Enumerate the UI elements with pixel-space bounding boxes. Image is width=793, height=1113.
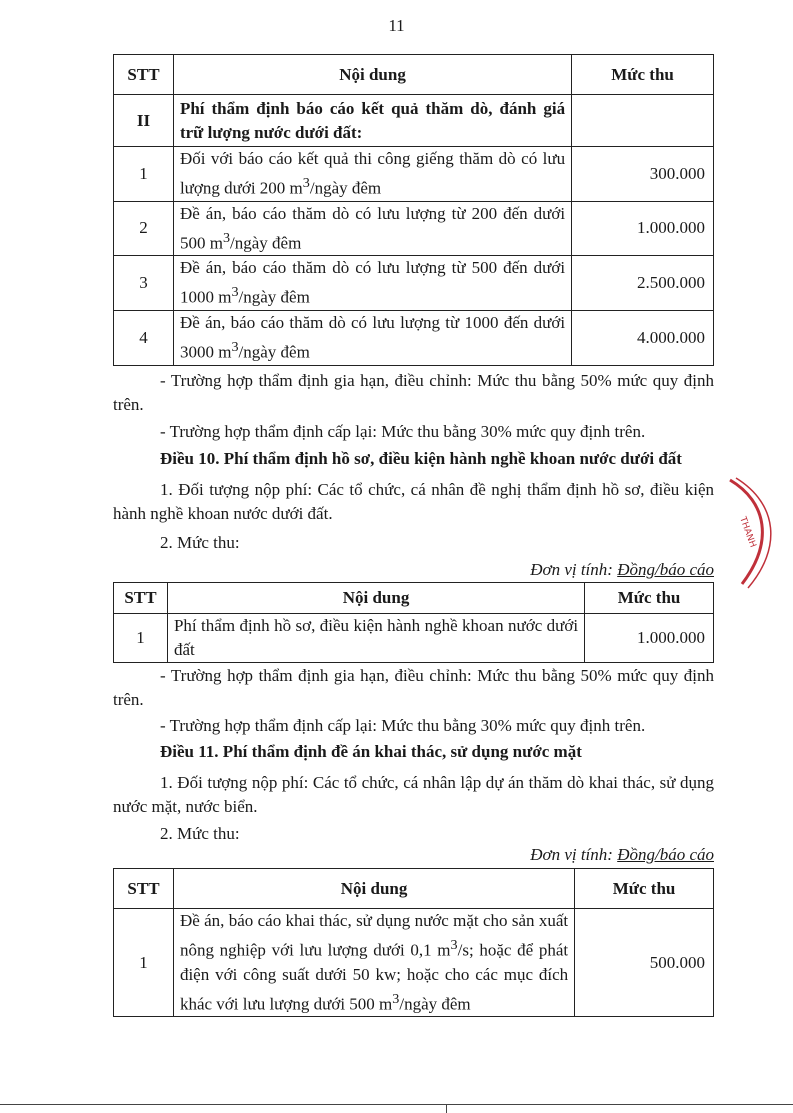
table-header-row xyxy=(114,55,714,95)
note-reissue-1: - Trường hợp thẩm định cấp lại: Mức thu bằng 30% mức quy định trên. xyxy=(160,422,646,441)
section-fee-empty xyxy=(572,95,714,147)
fee-table-2 xyxy=(113,582,714,663)
fee-table-1 xyxy=(113,54,714,366)
row-content: Đề án, báo cáo thăm dò có lưu lượng từ 200 đến dưới 500 $m^3$/ngày đêm xyxy=(173,201,571,256)
table-header-row xyxy=(114,869,714,909)
section-stt: II xyxy=(114,95,174,147)
row-content: Đối với báo cáo kết quả thi công giếng thăm dò có lưu lượng dưới 200 $m^3$/ngày đêm xyxy=(173,147,571,202)
row-fee: 500.000 xyxy=(575,909,714,1017)
fee-table-3 xyxy=(113,868,714,1017)
table-row xyxy=(114,256,714,311)
row-fee: 1.000.000 xyxy=(585,614,714,663)
article-11-fee-level: 2. Mức thu: xyxy=(160,824,240,843)
header-fee: Mức thu xyxy=(572,55,714,95)
row-stt: 4 xyxy=(114,310,174,365)
row-stt: 1 xyxy=(114,909,174,1017)
table-row xyxy=(114,614,714,663)
table-row xyxy=(114,310,714,365)
stamp-seal-icon xyxy=(722,472,782,592)
row-content: Đề án, báo cáo thăm dò có lưu lượng từ 1000 đến dưới 3000 $m^3$/ngày đêm xyxy=(173,310,571,365)
article-10-payers: 1. Đối tượng nộp phí: Các tổ chức, cá nhân đề nghị thẩm định hồ sơ, điều kiện hành nghề khoan nước dưới đất. xyxy=(113,480,714,523)
header-fee: Mức thu xyxy=(585,583,714,614)
row-stt: 3 xyxy=(114,256,174,311)
article-10-fee-level: 2. Mức thu: xyxy=(160,533,240,552)
header-stt: STT xyxy=(114,55,174,95)
note-extension-1: - Trường hợp thẩm định gia hạn, điều chỉnh: Mức thu bằng 50% mức quy định trên. xyxy=(113,371,714,414)
header-stt: STT xyxy=(114,869,174,909)
header-content: Nội dung xyxy=(173,55,571,95)
row-stt: 1 xyxy=(114,614,168,663)
note-extension-2: - Trường hợp thẩm định gia hạn, điều chỉnh: Mức thu bằng 50% mức quy định trên. xyxy=(113,666,714,709)
row-fee: 300.000 xyxy=(572,147,714,202)
article-11-unit: Đơn vị tính: Đồng/báo cáo xyxy=(530,845,714,864)
bottom-rule-tick xyxy=(446,1104,447,1113)
note-reissue-2: - Trường hợp thẩm định cấp lại: Mức thu bằng 30% mức quy định trên. xyxy=(160,716,646,735)
row-fee: 4.000.000 xyxy=(572,310,714,365)
section-title: Phí thẩm định báo cáo kết quả thăm dò, đánh giá trữ lượng nước dưới đất: xyxy=(173,95,571,147)
article-10-unit: Đơn vị tính: Đồng/báo cáo xyxy=(530,560,714,579)
article-10-title: Điều 10. Phí thẩm định hồ sơ, điều kiện hành nghề khoan nước dưới đất xyxy=(160,449,682,468)
row-fee: 1.000.000 xyxy=(572,201,714,256)
table-header-row xyxy=(114,583,714,614)
row-stt: 1 xyxy=(114,147,174,202)
page-number: 11 xyxy=(388,16,405,35)
row-content: Đề án, báo cáo khai thác, sử dụng nước mặt cho sản xuất nông nghiệp với lưu lượng dưới 0,1 $m^3/s$; hoặc để phát điện với công suất dưới 50 kw; hoặc cho các mục đích khác với lưu lượng dưới 500 $m^3$/ngày đêm xyxy=(173,909,574,1017)
svg-text:THANH: THANH xyxy=(737,515,758,550)
row-content: Phí thẩm định hồ sơ, điều kiện hành nghề khoan nước dưới đất xyxy=(167,614,584,663)
table-row xyxy=(114,147,714,202)
bottom-rule xyxy=(0,1104,793,1105)
table-row xyxy=(114,201,714,256)
header-content: Nội dung xyxy=(167,583,584,614)
header-fee: Mức thu xyxy=(575,869,714,909)
row-content: Đề án, báo cáo thăm dò có lưu lượng từ 500 đến dưới 1000 $m^3$/ngày đêm xyxy=(173,256,571,311)
header-stt: STT xyxy=(114,583,168,614)
row-fee: 2.500.000 xyxy=(572,256,714,311)
row-stt: 2 xyxy=(114,201,174,256)
article-11-title: Điều 11. Phí thẩm định đề án khai thác, sử dụng nước mặt xyxy=(160,742,582,761)
article-11-payers: 1. Đối tượng nộp phí: Các tổ chức, cá nhân lập dự án thăm dò khai thác, sử dụng nước mặt, nước biển. xyxy=(113,773,714,816)
red-stamp-fragment xyxy=(722,472,782,592)
table-row xyxy=(114,909,714,1017)
header-content: Nội dung xyxy=(173,869,574,909)
section-row xyxy=(114,95,714,147)
